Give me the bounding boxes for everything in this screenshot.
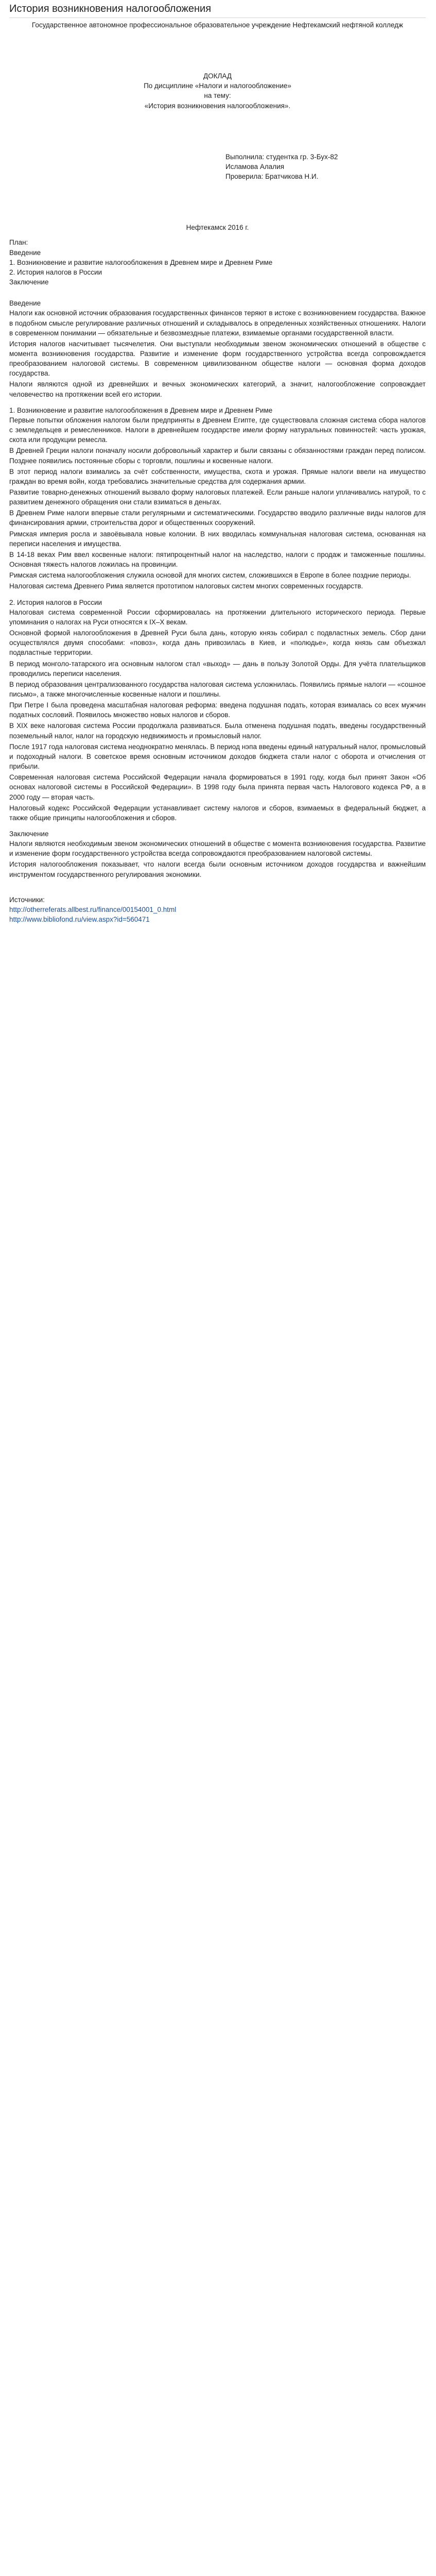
paragraph: История налогов насчитывает тысячелетия. Они выступали необходимым звеном экономических отношений в обществе с момента возникновения государства. Развитие и изменение форм государственного устройства всегда сопровождается преобразованием налоговой системы. В современном цивилизованном обществе налоги — основная форма доходов государства. (9, 340, 426, 378)
paragraph: Римская империя росла и завоёвывала новые колонии. В них вводилась коммунальная налоговая система, основанная на переписи населения и имущества. (9, 530, 426, 548)
paragraph: Развитие товарно-денежных отношений вызвало форму налоговых платежей. Если раньше налоги уплачивались натурой, то с развитием денежного обращения они стали взиматься в деньгах. (9, 488, 426, 506)
toc-item: 2. История налогов в России (9, 268, 102, 276)
institution-name: Государственное автономное профессиональное образовательное учреждение Нефтекамский нефтяной колледж (31, 21, 404, 29)
page-header (9, 0, 426, 18)
section-heading: 2. История налогов в России (9, 598, 102, 606)
discipline: По дисциплине «Налоги и налогообложение» (144, 82, 291, 90)
paragraph: Римская система налогообложения служила основой для многих систем, сложившихся в Европе в более поздние периоды. (9, 571, 411, 580)
paragraph: После 1917 года налоговая система неоднократно менялась. В период нэпа введены единый натуральный налог, промысловый и подоходный налоги. В советское время основным источником доходов бюджета стали налог с оборота и отчисления от прибыли. (9, 742, 426, 771)
paragraph: В XIX веке налоговая система России продолжала развиваться. Была отменена подушная подать, введены государственный поземельный налог, налог на городскую недвижимость и промысловый налог. (9, 722, 426, 740)
city-year: Нефтекамск 2016 г. (186, 224, 249, 232)
topic: «История возникновения налогообложения». (144, 101, 291, 110)
paragraph: Налоговая система современной России сформировалась на протяжении длительного исторического периода. Первые упоминания о налогах на Руси относятся к IX–X векам. (9, 608, 426, 626)
author-line: Выполнила: студентка гр. 3-Бух-82 (225, 152, 338, 161)
author-name: Исламова Алалия (225, 162, 285, 171)
section-ancient-world (9, 405, 426, 591)
paragraph: Первые попытки обложения налогом были предприняты в Древнем Египте, где существовала сложная система сбора налогов с земледельцев и ремесленников. Налоги в древнейшем государстве имели форму натуральных повинностей: часть урожая, скота или продукции ремесла. (9, 416, 426, 444)
toc-item: Введение (9, 248, 41, 257)
page (0, 0, 436, 924)
section-heading: Введение (9, 299, 41, 308)
section-heading: Заключение (9, 830, 49, 838)
paragraph: Основной формой налогообложения в Древней Руси была дань, которую князь собирал с подвластных земель. Сбор дани осуществлялся двумя способами: «повоз», когда дань привозилась в Киев, и «полюдье», когда князь сам объезжал подвластные территории. (9, 629, 426, 657)
table-of-contents (9, 238, 426, 287)
toc-item: Заключение (9, 278, 49, 286)
sources-title: Источники: (9, 895, 45, 904)
paragraph: Налоги как основной источник образования государственных финансов теряют в истоке с возникновением государства. Важное в подобном смысле регулирование различных отношений и складывалось в определенных хозяйственных отношениях. Налоги в современном понимании — обязательные и безвозмездные платежи, взимаемые органами государственной власти. (9, 309, 426, 337)
page-title: История возникновения налогообложения (9, 3, 212, 14)
conclusion-section (9, 829, 426, 879)
checker-line: Проверила: Братчикова Н.И. (225, 173, 319, 181)
source-link[interactable]: http://otherreferats.allbest.ru/finance/00154001_0.html (9, 905, 177, 913)
paragraph: В Древнем Риме налоги впервые стали регулярными и систематическими. Государство вводило различные виды налогов для финансирования армии, строительства дорог и общественных сооружений. (9, 509, 426, 527)
paragraph: В Древней Греции налоги поначалу носили добровольный характер и были связаны с обязанностями граждан перед полисом. Позднее появились постоянные сборы с торговли, пошлины и косвенные налоги. (9, 447, 426, 465)
paragraph: Налоговая система Древнего Рима является прототипом налоговых систем многих современных государств. (9, 582, 363, 590)
doc-type: ДОКЛАД (203, 72, 232, 80)
toc-item: 1. Возникновение и развитие налогообложения в Древнем мире и Древнем Риме (9, 258, 273, 266)
topic-prefix: на тему: (204, 92, 231, 100)
paragraph: В период образования централизованного государства налоговая система усложнилась. Появились прямые налоги — «сошное письмо», а также многочисленные косвенные налоги и пошлины. (9, 680, 426, 698)
paragraph: При Петре I была проведена масштабная налоговая реформа: введена подушная подать, которая взималась со всех мужчин податных сословий. Появилось множество новых налогов и сборов. (9, 701, 426, 719)
toc-title: План: (9, 239, 28, 247)
document-body (9, 18, 426, 924)
paragraph: В этот период налоги взимались за счёт собственности, имущества, скота и урожая. Прямые налоги ввели на имущество граждан во время войн, когда требовались значительные средства для содержания армии. (9, 467, 426, 485)
signature-block (9, 152, 426, 181)
paragraph: Налоги являются необходимым звеном экономических отношений в обществе с момента возникновения государства. Развитие и изменение форм государственного устройства всегда сопровождаются преобразованием налоговой системы. (9, 840, 426, 858)
paragraph: История налогообложения показывает, что налоги всегда были основным источником доходов государства и важнейшим инструментом государственного регулирования экономики. (9, 860, 426, 878)
paragraph: Современная налоговая система Российской Федерации начала формироваться в 1991 году, когда был принят Закон «Об основах налоговой системы в Российской Федерации». В 1998 году была принята первая часть Налогового кодекса РФ, а в 2000 году — вторая часть. (9, 773, 426, 801)
paragraph: В 14-18 веках Рим ввел косвенные налоги: пятипроцентный налог на наследство, налоги с продаж и таможенные пошлины. Основная тяжесть налогов ложилась на провинции. (9, 550, 426, 569)
intro-section (9, 298, 426, 399)
paragraph: Налоговый кодекс Российской Федерации устанавливает систему налогов и сборов, взимаемых в федеральный бюджет, а также общие принципы налогообложения и сборов. (9, 804, 426, 822)
section-russia (9, 598, 426, 823)
paragraph: В период монголо-татарского ига основным налогом стал «выход» — дань в пользу Золотой Орды. Для учёта плательщиков проводились переписи населения. (9, 659, 426, 677)
sources-section (9, 895, 426, 924)
source-link[interactable]: http://www.bibliofond.ru/view.aspx?id=560471 (9, 916, 150, 924)
section-heading: 1. Возникновение и развитие налогообложения в Древнем мире и Древнем Риме (9, 406, 273, 414)
paragraph: Налоги являются одной из древнейших и вечных экономических категорий, а значит, налогообложение сопровождает человечество на протяжении всей его истории. (9, 380, 426, 398)
